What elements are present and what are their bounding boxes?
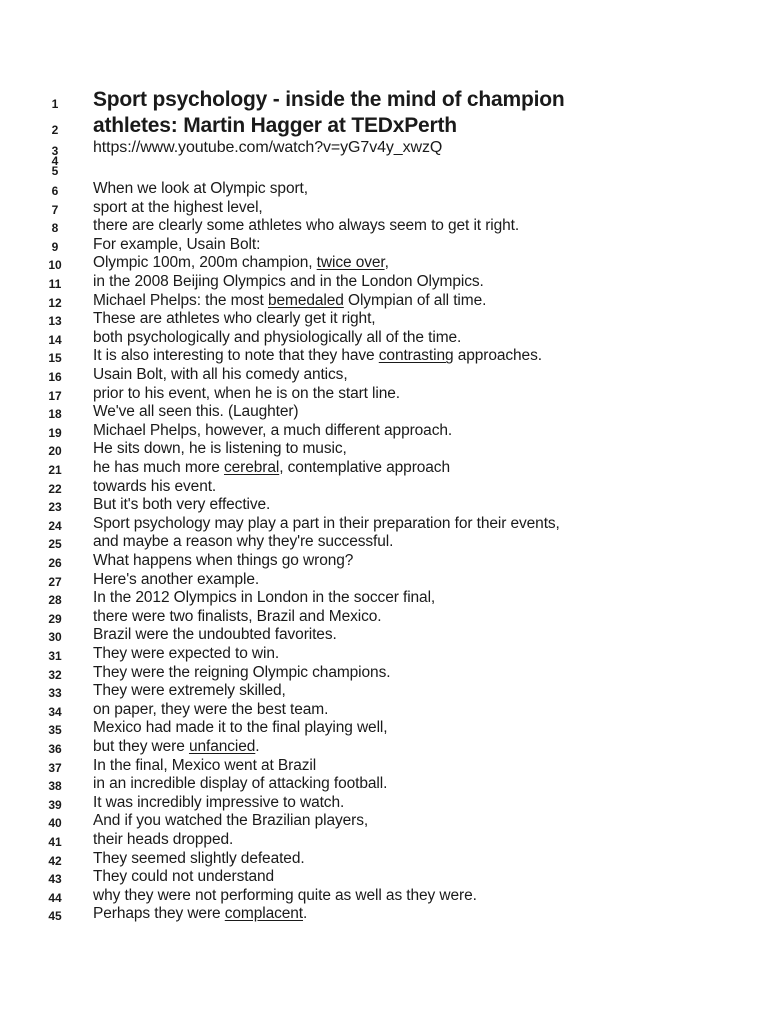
transcript-text — [93, 868, 274, 886]
text-segment: They seemed slightly defeated. — [93, 849, 305, 867]
document-title — [93, 114, 457, 138]
transcript-text — [93, 645, 279, 663]
line-number: 33 — [48, 686, 62, 701]
line-number: 21 — [48, 463, 62, 477]
line-number: 26 — [48, 556, 62, 570]
transcript-text — [93, 794, 344, 812]
text-segment: In the 2012 Olympics in London in the soccer final, — [93, 589, 436, 607]
transcript-text — [93, 385, 400, 403]
transcript-text — [93, 236, 260, 254]
transcript-text — [93, 273, 484, 291]
transcript-text — [93, 422, 452, 440]
underlined-vocabulary-word: unfancied — [188, 738, 256, 755]
text-segment: on paper, they were the best team. — [93, 700, 329, 718]
transcript-text — [93, 254, 389, 272]
text-segment: We've all seen this. (Laughter) — [93, 403, 299, 421]
transcript-text — [93, 887, 477, 905]
transcript-text — [93, 329, 461, 347]
underlined-vocabulary-word: contrasting — [378, 347, 454, 365]
line-number: 12 — [48, 295, 62, 310]
transcript-text — [93, 608, 382, 626]
line-number: 17 — [48, 388, 62, 403]
text-segment: towards his event. — [93, 477, 217, 495]
text-segment: in the 2008 Beijing Olympics and in the London Olympics. — [93, 273, 484, 290]
transcript-text — [93, 850, 305, 868]
text-segment: Sport psychology - inside the mind of champion — [93, 88, 565, 111]
transcript-text — [93, 533, 393, 551]
line-number: 24 — [48, 518, 62, 533]
underlined-vocabulary-word: complacent — [224, 905, 304, 923]
transcript-text — [93, 682, 286, 700]
transcript-text — [93, 403, 298, 421]
text-segment: Michael Phelps, however, a much different approach. — [93, 421, 453, 439]
line-number: 45 — [48, 909, 62, 924]
text-segment: there are clearly some athletes who always seem to get it right. — [93, 217, 520, 235]
line-number: 35 — [48, 723, 62, 738]
transcript-text — [93, 589, 435, 607]
text-segment: in an incredible display of attacking football. — [93, 775, 388, 793]
transcript-text — [93, 701, 328, 719]
transcript-text — [93, 664, 390, 682]
text-segment: , — [384, 254, 389, 272]
text-segment: why they were not performing quite as well as they were. — [93, 886, 477, 904]
text-segment: They were the reigning Olympic champions. — [93, 663, 391, 681]
text-segment: But it's both very effective. — [93, 496, 271, 514]
line-number: 10 — [48, 258, 62, 273]
transcript-text — [93, 180, 308, 198]
text-segment: Brazil were the undoubted favorites. — [93, 626, 337, 644]
text-segment: . — [255, 738, 260, 755]
transcript-text — [93, 366, 348, 384]
text-segment: , contemplative approach — [279, 459, 450, 476]
transcript-text — [93, 831, 233, 849]
transcript-text — [93, 310, 376, 328]
transcript-text — [93, 459, 450, 477]
line-number: 20 — [48, 444, 62, 459]
line-number: 4 — [51, 154, 59, 168]
text-segment: . — [303, 905, 308, 923]
transcript-text — [93, 496, 270, 514]
text-segment: https://www.youtube.com/watch?v=yG7v4y_xwzQ — [93, 139, 443, 156]
text-segment: And if you watched the Brazilian players, — [93, 812, 369, 830]
text-segment: It is also interesting to note that they have — [93, 347, 379, 365]
line-number: 13 — [48, 314, 62, 329]
line-number: 6 — [51, 184, 59, 198]
text-segment: sport at the highest level, — [93, 198, 263, 216]
text-segment: there were two finalists, Brazil and Mexico. — [93, 607, 382, 625]
line-number: 1 — [51, 97, 59, 111]
line-number: 7 — [51, 202, 59, 217]
line-number: 30 — [48, 630, 62, 645]
text-segment: Here's another example. — [93, 570, 260, 588]
line-number: 31 — [48, 649, 62, 663]
text-segment: They could not understand — [93, 868, 275, 886]
line-number: 5 — [51, 164, 59, 178]
line-number: 14 — [48, 332, 62, 347]
line-number: 43 — [48, 872, 62, 887]
transcript-text — [93, 812, 368, 830]
line-number: 16 — [48, 370, 62, 384]
line-number: 2 — [51, 123, 59, 137]
text-segment: What happens when things go wrong? — [93, 552, 354, 569]
line-number: 27 — [48, 574, 62, 589]
text-segment: For example, Usain Bolt: — [93, 235, 261, 253]
text-segment: Olympic 100m, 200m champion, — [93, 254, 317, 272]
line-number: 36 — [48, 742, 62, 756]
text-segment: They were expected to win. — [93, 645, 280, 662]
line-number: 23 — [48, 500, 62, 515]
line-number: 15 — [48, 351, 62, 366]
line-number: 3 — [51, 144, 59, 158]
text-segment: He sits down, he is listening to music, — [93, 440, 347, 458]
line-number: 40 — [48, 816, 62, 831]
line-number: 28 — [48, 593, 62, 608]
transcript-text — [93, 719, 387, 737]
line-number: 39 — [48, 797, 62, 812]
line-number: 22 — [48, 481, 62, 496]
transcript-text — [93, 775, 387, 793]
transcript-text — [93, 440, 347, 458]
underlined-vocabulary-word: bemedaled — [267, 291, 344, 309]
transcript-text — [93, 757, 316, 775]
text-segment: Olympian of all time. — [343, 291, 487, 309]
line-number: 41 — [48, 835, 62, 849]
text-segment: he has much more — [93, 459, 224, 476]
transcript-text — [93, 199, 263, 217]
line-number: 19 — [48, 425, 62, 440]
underlined-vocabulary-word: twice over — [316, 254, 385, 272]
transcript-text — [93, 292, 486, 310]
source-url[interactable] — [93, 139, 442, 157]
text-segment: their heads dropped. — [93, 831, 234, 848]
transcript-text — [93, 347, 542, 365]
line-number: 42 — [48, 853, 62, 868]
transcript-text — [93, 626, 337, 644]
line-number: 25 — [48, 537, 62, 552]
line-number: 9 — [51, 239, 59, 254]
line-number: 38 — [48, 779, 62, 794]
text-segment: Usain Bolt, with all his comedy antics, — [93, 366, 348, 383]
text-segment: Sport psychology may play a part in their preparation for their events, — [93, 514, 560, 532]
text-segment: prior to his event, when he is on the start line. — [93, 384, 400, 402]
text-segment: In the final, Mexico went at Brazil — [93, 756, 317, 774]
text-segment: They were extremely skilled, — [93, 682, 286, 700]
line-number: 32 — [48, 667, 62, 682]
text-segment: Perhaps they were — [93, 905, 225, 923]
line-number: 18 — [48, 407, 62, 422]
transcript-text — [93, 571, 259, 589]
text-segment: approaches. — [453, 347, 542, 365]
text-segment: Mexico had made it to the final playing well, — [93, 719, 388, 737]
line-number: 29 — [48, 611, 62, 626]
transcript-text — [93, 738, 260, 756]
text-segment: Michael Phelps: the most — [93, 291, 268, 309]
transcript-text — [93, 515, 560, 533]
line-number: 8 — [51, 221, 59, 236]
transcript-text — [93, 478, 216, 496]
underlined-vocabulary-word: cerebral — [223, 459, 280, 476]
transcript-text — [93, 217, 519, 235]
line-number: 11 — [48, 277, 62, 291]
text-segment: These are athletes who clearly get it right, — [93, 310, 376, 328]
transcript-text — [93, 552, 353, 570]
text-segment: athletes: Martin Hagger at TEDxPerth — [93, 114, 457, 137]
text-segment: both psychologically and physiologically all of the time. — [93, 328, 462, 346]
line-number: 34 — [48, 704, 62, 719]
document-title — [93, 88, 565, 112]
text-segment: It was incredibly impressive to watch. — [93, 793, 345, 811]
text-segment: When we look at Olympic sport, — [93, 180, 308, 197]
line-number: 37 — [48, 760, 62, 775]
text-segment: but they were — [93, 738, 189, 755]
transcript-text — [93, 905, 307, 923]
text-segment: and maybe a reason why they're successful. — [93, 533, 394, 551]
line-number: 44 — [48, 890, 62, 905]
